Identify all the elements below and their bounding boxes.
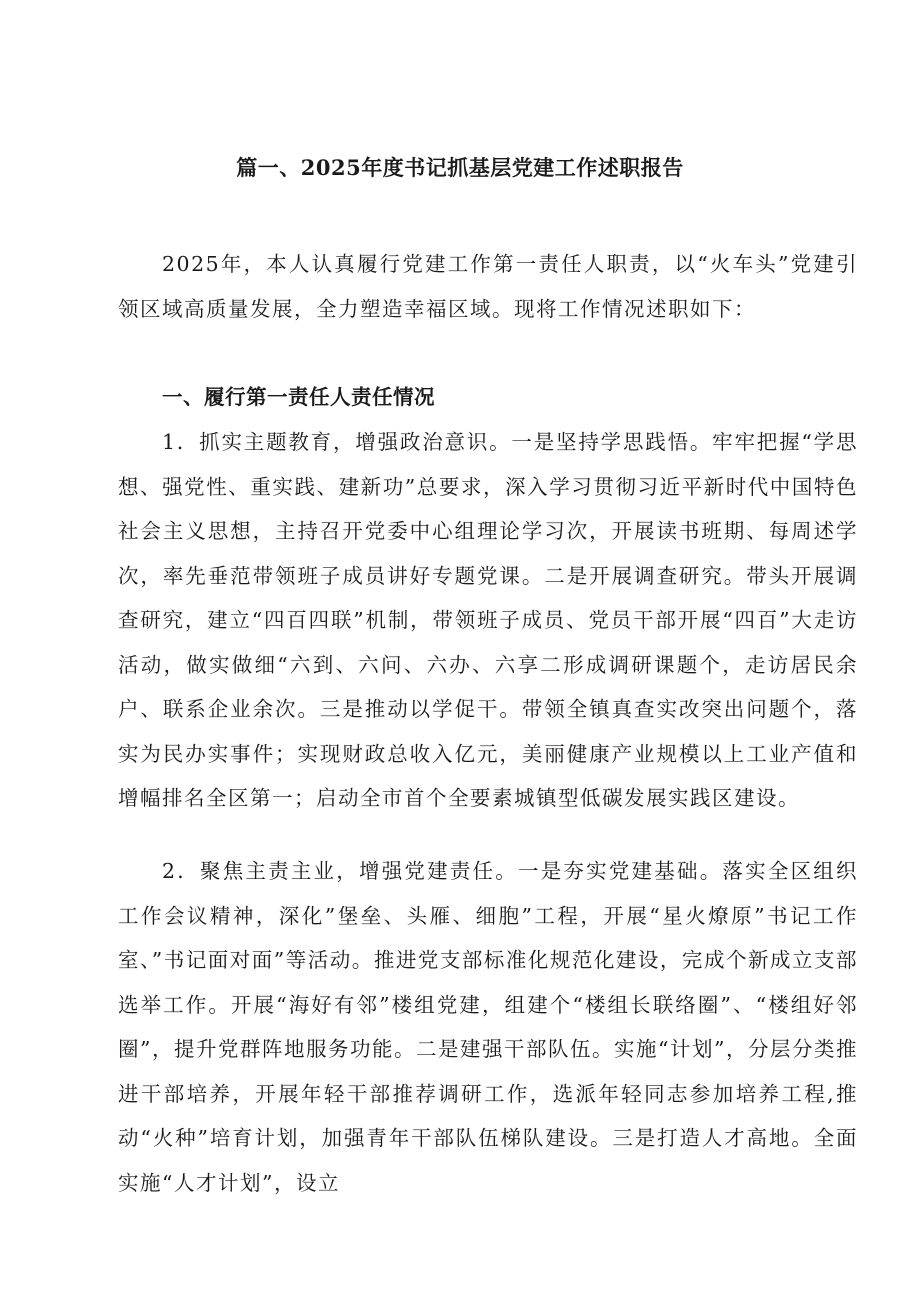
section-heading: 一、履行第一责任人责任情况 xyxy=(162,385,435,409)
paragraph-theme-education: 1．抓实主题教育，增强政治意识。一是坚持学思践悟。牢牢把握“学思想、强党性、重实践、建新功”总要求，深入学习贯彻习近平新时代中国特色社会主义思想，主持召开党委中心组理论学习次，开展读书班期、每周述学次，率先垂范带领班子成员讲好专题党课。二是开展调查研究。带头开展调查研究，建立“四百四联”机制，带领班子成员、党员干部开展“四百”大走访活动，做实做细“六到、六问、六办、六享二形成调研课题个，走访居民余户、联系企业余次。三是推动以学促干。带领全镇真查实改突出问题个，落实为民办实事件；实现财政总收入亿元，美丽健康产业规模以上工业产值和增幅排名全区第一；启动全市首个全要素城镇型低碳发展实践区建设。 xyxy=(118,430,858,810)
document-title: 篇一、2025年度书记抓基层党建工作述职报告 xyxy=(236,155,684,180)
intro-paragraph: 2025年，本人认真履行党建工作第一责任人职责，以“火车头”党建引领区域高质量发展，全力塑造幸福区域。现将工作情况述职如下： xyxy=(118,252,858,321)
paragraph-party-responsibility: 2．聚焦主责主业，增强党建责任。一是夯实党建基础。落实全区组织工作会议精神，深化”堡垒、头雁、细胞”工程，开展“星火燎原”书记工作室、”书记面对面”等活动。推进党支部标准化规范化建设，完成个新成立支部选举工作。开展“海好有邻”楼组党建，组建个“楼组长联络圈”、“楼组好邻圈”，提升党群阵地服务功能。二是建强干部队伍。实施“计划”，分层分类推进干部培养，开展年轻干部推荐调研工作，选派年轻同志参加培养工程,推动“火种”培育计划，加强青年干部队伍梯队建设。三是打造人才高地。全面实施“人才计划”，设立 xyxy=(118,859,858,1195)
